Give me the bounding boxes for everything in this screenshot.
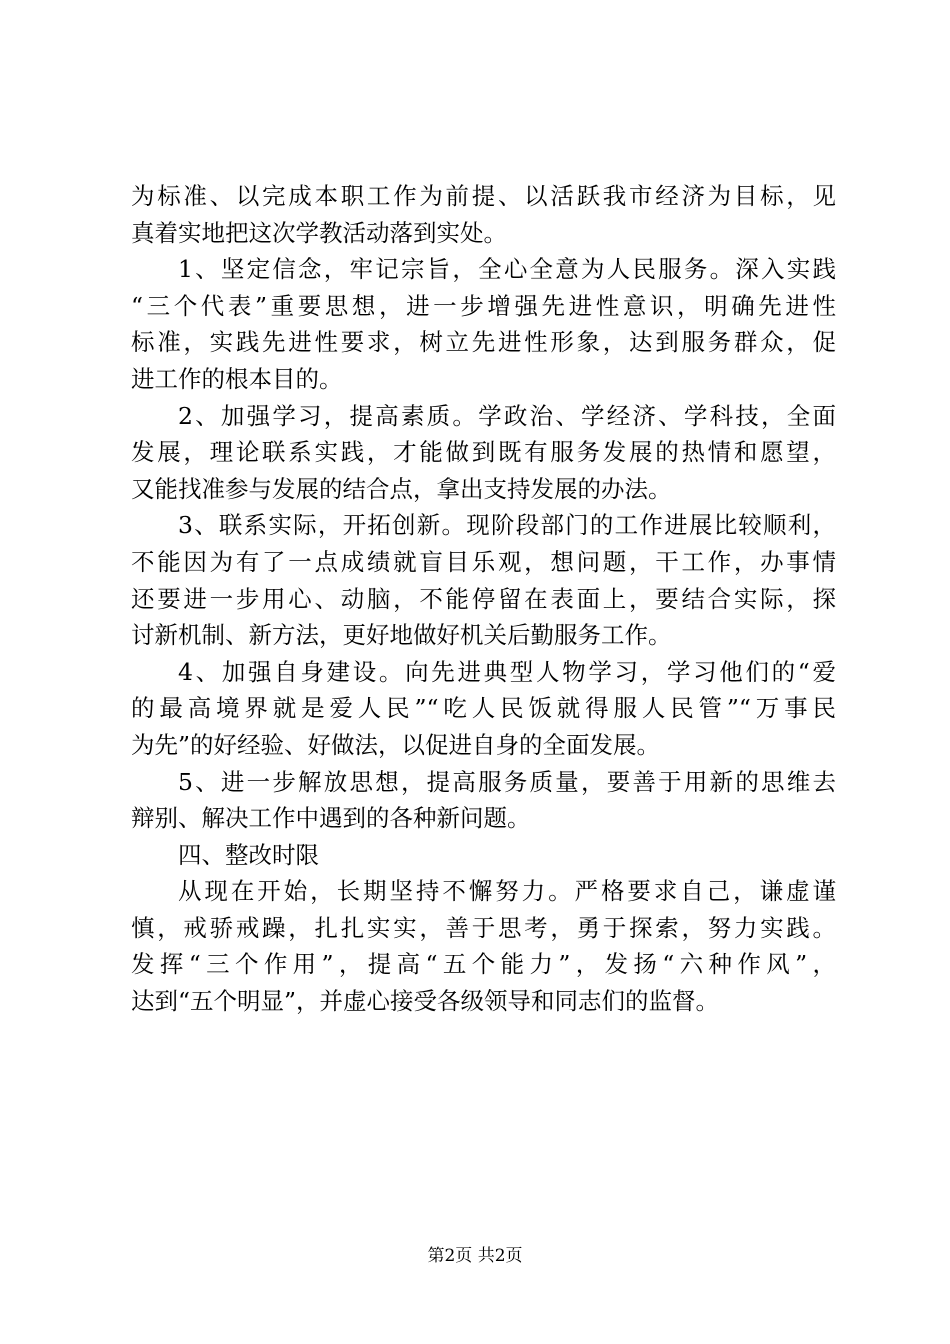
text-line: 5、进一步解放思想，提高服务质量，要善于用新的思维去 xyxy=(178,767,836,796)
text-line: 还要进一步用心、动脑，不能停留在表面上，要结合实际，探 xyxy=(131,584,836,613)
text-line: 的最高境界就是爱人民”“吃人民饭就得服人民管”“万事民 xyxy=(131,694,836,723)
text-line: 达到“五个明显”，并虚心接受各级领导和同志们的监督。 xyxy=(131,987,720,1016)
text-line: 进工作的根本目的。 xyxy=(131,364,343,393)
document-body xyxy=(131,178,836,1020)
text-line: 又能找准参与发展的结合点，拿出支持发展的办法。 xyxy=(131,474,672,503)
text-line: 4、加强自身建设。向先进典型人物学习，学习他们的“爱 xyxy=(178,657,836,686)
text-line: 为先”的好经验、好做法，以促进自身的全面发展。 xyxy=(131,730,661,759)
text-line: 发挥“三个作用”，提高“五个能力”，发扬“六种作风”， xyxy=(131,950,836,979)
text-line: 从现在开始，长期坚持不懈努力。严格要求自己，谦虚谨 xyxy=(178,877,836,906)
text-line: 2、加强学习，提高素质。学政治、学经济、学科技，全面 xyxy=(178,401,836,430)
text-line: 辩别、解决工作中遇到的各种新问题。 xyxy=(131,804,531,833)
text-line: 1、坚定信念，牢记宗旨，全心全意为人民服务。深入实践 xyxy=(178,255,836,284)
text-line: 慎，戒骄戒躁，扎扎实实，善于思考，勇于探索，努力实践。 xyxy=(131,913,836,942)
page-footer: 第2页 共2页 xyxy=(427,1246,523,1266)
text-line: 四、整改时限 xyxy=(178,840,319,869)
text-line: 真着实地把这次学教活动落到实处。 xyxy=(131,218,507,247)
text-line: 发展，理论联系实践，才能做到既有服务发展的热情和愿望， xyxy=(131,438,836,467)
text-line: “三个代表”重要思想，进一步增强先进性意识，明确先进性 xyxy=(131,291,836,320)
text-line: 讨新机制、新方法，更好地做好机关后勤服务工作。 xyxy=(131,621,672,650)
text-line: 标准，实践先进性要求，树立先进性形象，达到服务群众，促 xyxy=(131,328,836,357)
text-line: 3、联系实际，开拓创新。现阶段部门的工作进展比较顺利， xyxy=(178,511,836,540)
text-line: 不能因为有了一点成绩就盲目乐观，想问题，干工作，办事情 xyxy=(131,547,836,576)
text-line: 为标准、以完成本职工作为前提、以活跃我市经济为目标，见 xyxy=(131,182,836,210)
